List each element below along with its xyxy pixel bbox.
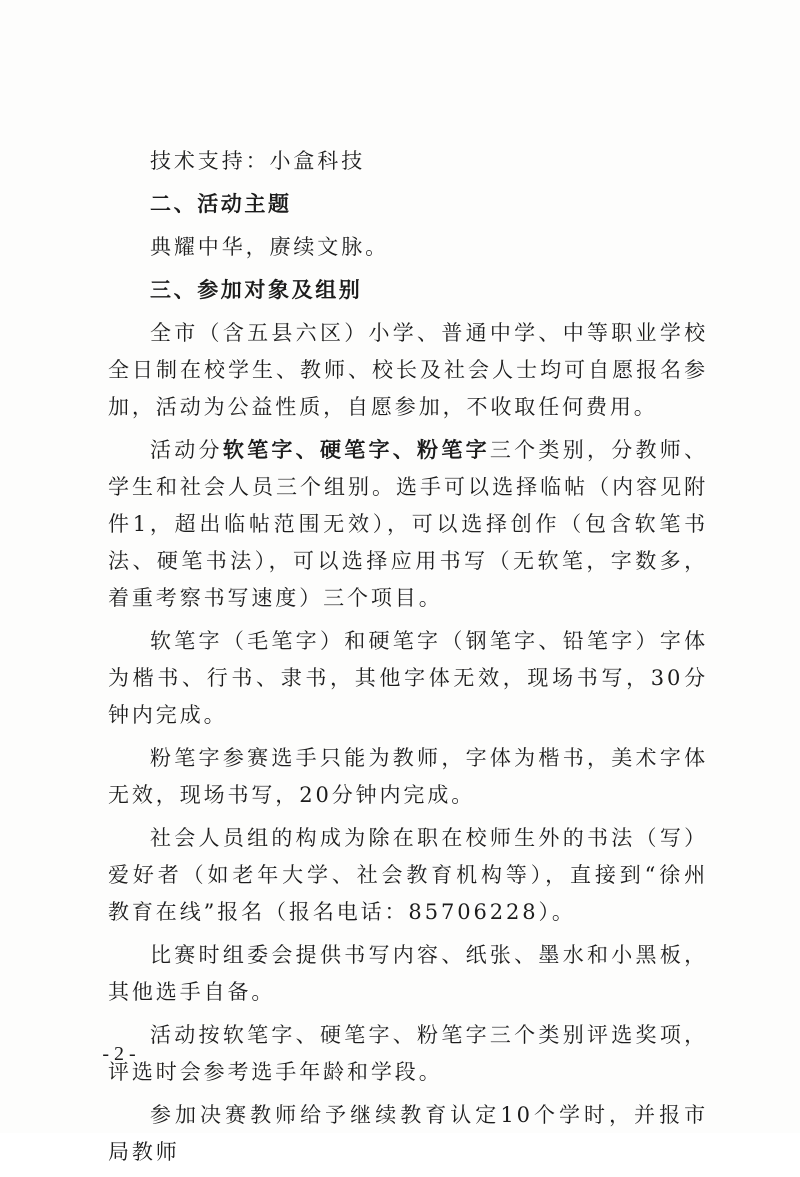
category-separator: 、 bbox=[295, 438, 320, 462]
categories-rest: 三个类别，分教师、学生和社会人员三个组别。选手可以选择临帖（内容见附件1，超出临帖范围无效），可以选择创作（包含软笔书法、硬笔书法），可以选择应用书写（无软笔，字数多，着重考察书写速度）三个项目。 bbox=[108, 438, 708, 610]
theme-text: 典耀中华，赓续文脉。 bbox=[150, 235, 389, 259]
materials-paragraph: 比赛时组委会提供书写内容、纸张、墨水和小黑板，其他选手自备。 bbox=[108, 943, 708, 1004]
document-body bbox=[108, 143, 708, 1177]
section-heading-participants: 三、参加对象及组别 bbox=[150, 278, 363, 302]
categories-paragraph bbox=[108, 432, 708, 617]
support-line: 技术支持：小盒科技 bbox=[150, 149, 366, 173]
credit-hours-paragraph: 参加决赛教师给予继续教育认定10个学时，并报市局教师 bbox=[108, 1103, 708, 1164]
section-heading-theme: 二、活动主题 bbox=[150, 192, 292, 216]
category-separator: 、 bbox=[392, 438, 418, 462]
categories-lead: 活动分 bbox=[150, 438, 223, 462]
chalk-rules-paragraph: 粉笔字参赛选手只能为教师，字体为楷书，美术字体无效，现场书写，20分钟内完成。 bbox=[108, 746, 708, 807]
category-hard-pen: 硬笔字 bbox=[319, 438, 393, 462]
category-soft-brush: 软笔字 bbox=[222, 438, 296, 462]
awards-paragraph: 活动按软笔字、硬笔字、粉笔字三个类别评选奖项，评选时会参考选手年龄和学段。 bbox=[108, 1023, 708, 1084]
font-rules-paragraph: 软笔字（毛笔字）和硬笔字（钢笔字、铅笔字）字体为楷书、行书、隶书，其他字体无效，现场书写，30分钟内完成。 bbox=[108, 629, 708, 727]
category-chalk: 粉笔字 bbox=[417, 438, 490, 462]
public-group-paragraph: 社会人员组的构成为除在职在校师生外的书法（写）爱好者（如老年大学、社会教育机构等），直接到“徐州教育在线”报名（报名电话：85706228）。 bbox=[108, 826, 708, 924]
page-number: - 2 - bbox=[102, 1043, 136, 1065]
participants-paragraph: 全市（含五县六区）小学、普通中学、中等职业学校全日制在校学生、教师、校长及社会人士均可自愿报名参加，活动为公益性质，自愿参加，不收取任何费用。 bbox=[108, 321, 708, 419]
